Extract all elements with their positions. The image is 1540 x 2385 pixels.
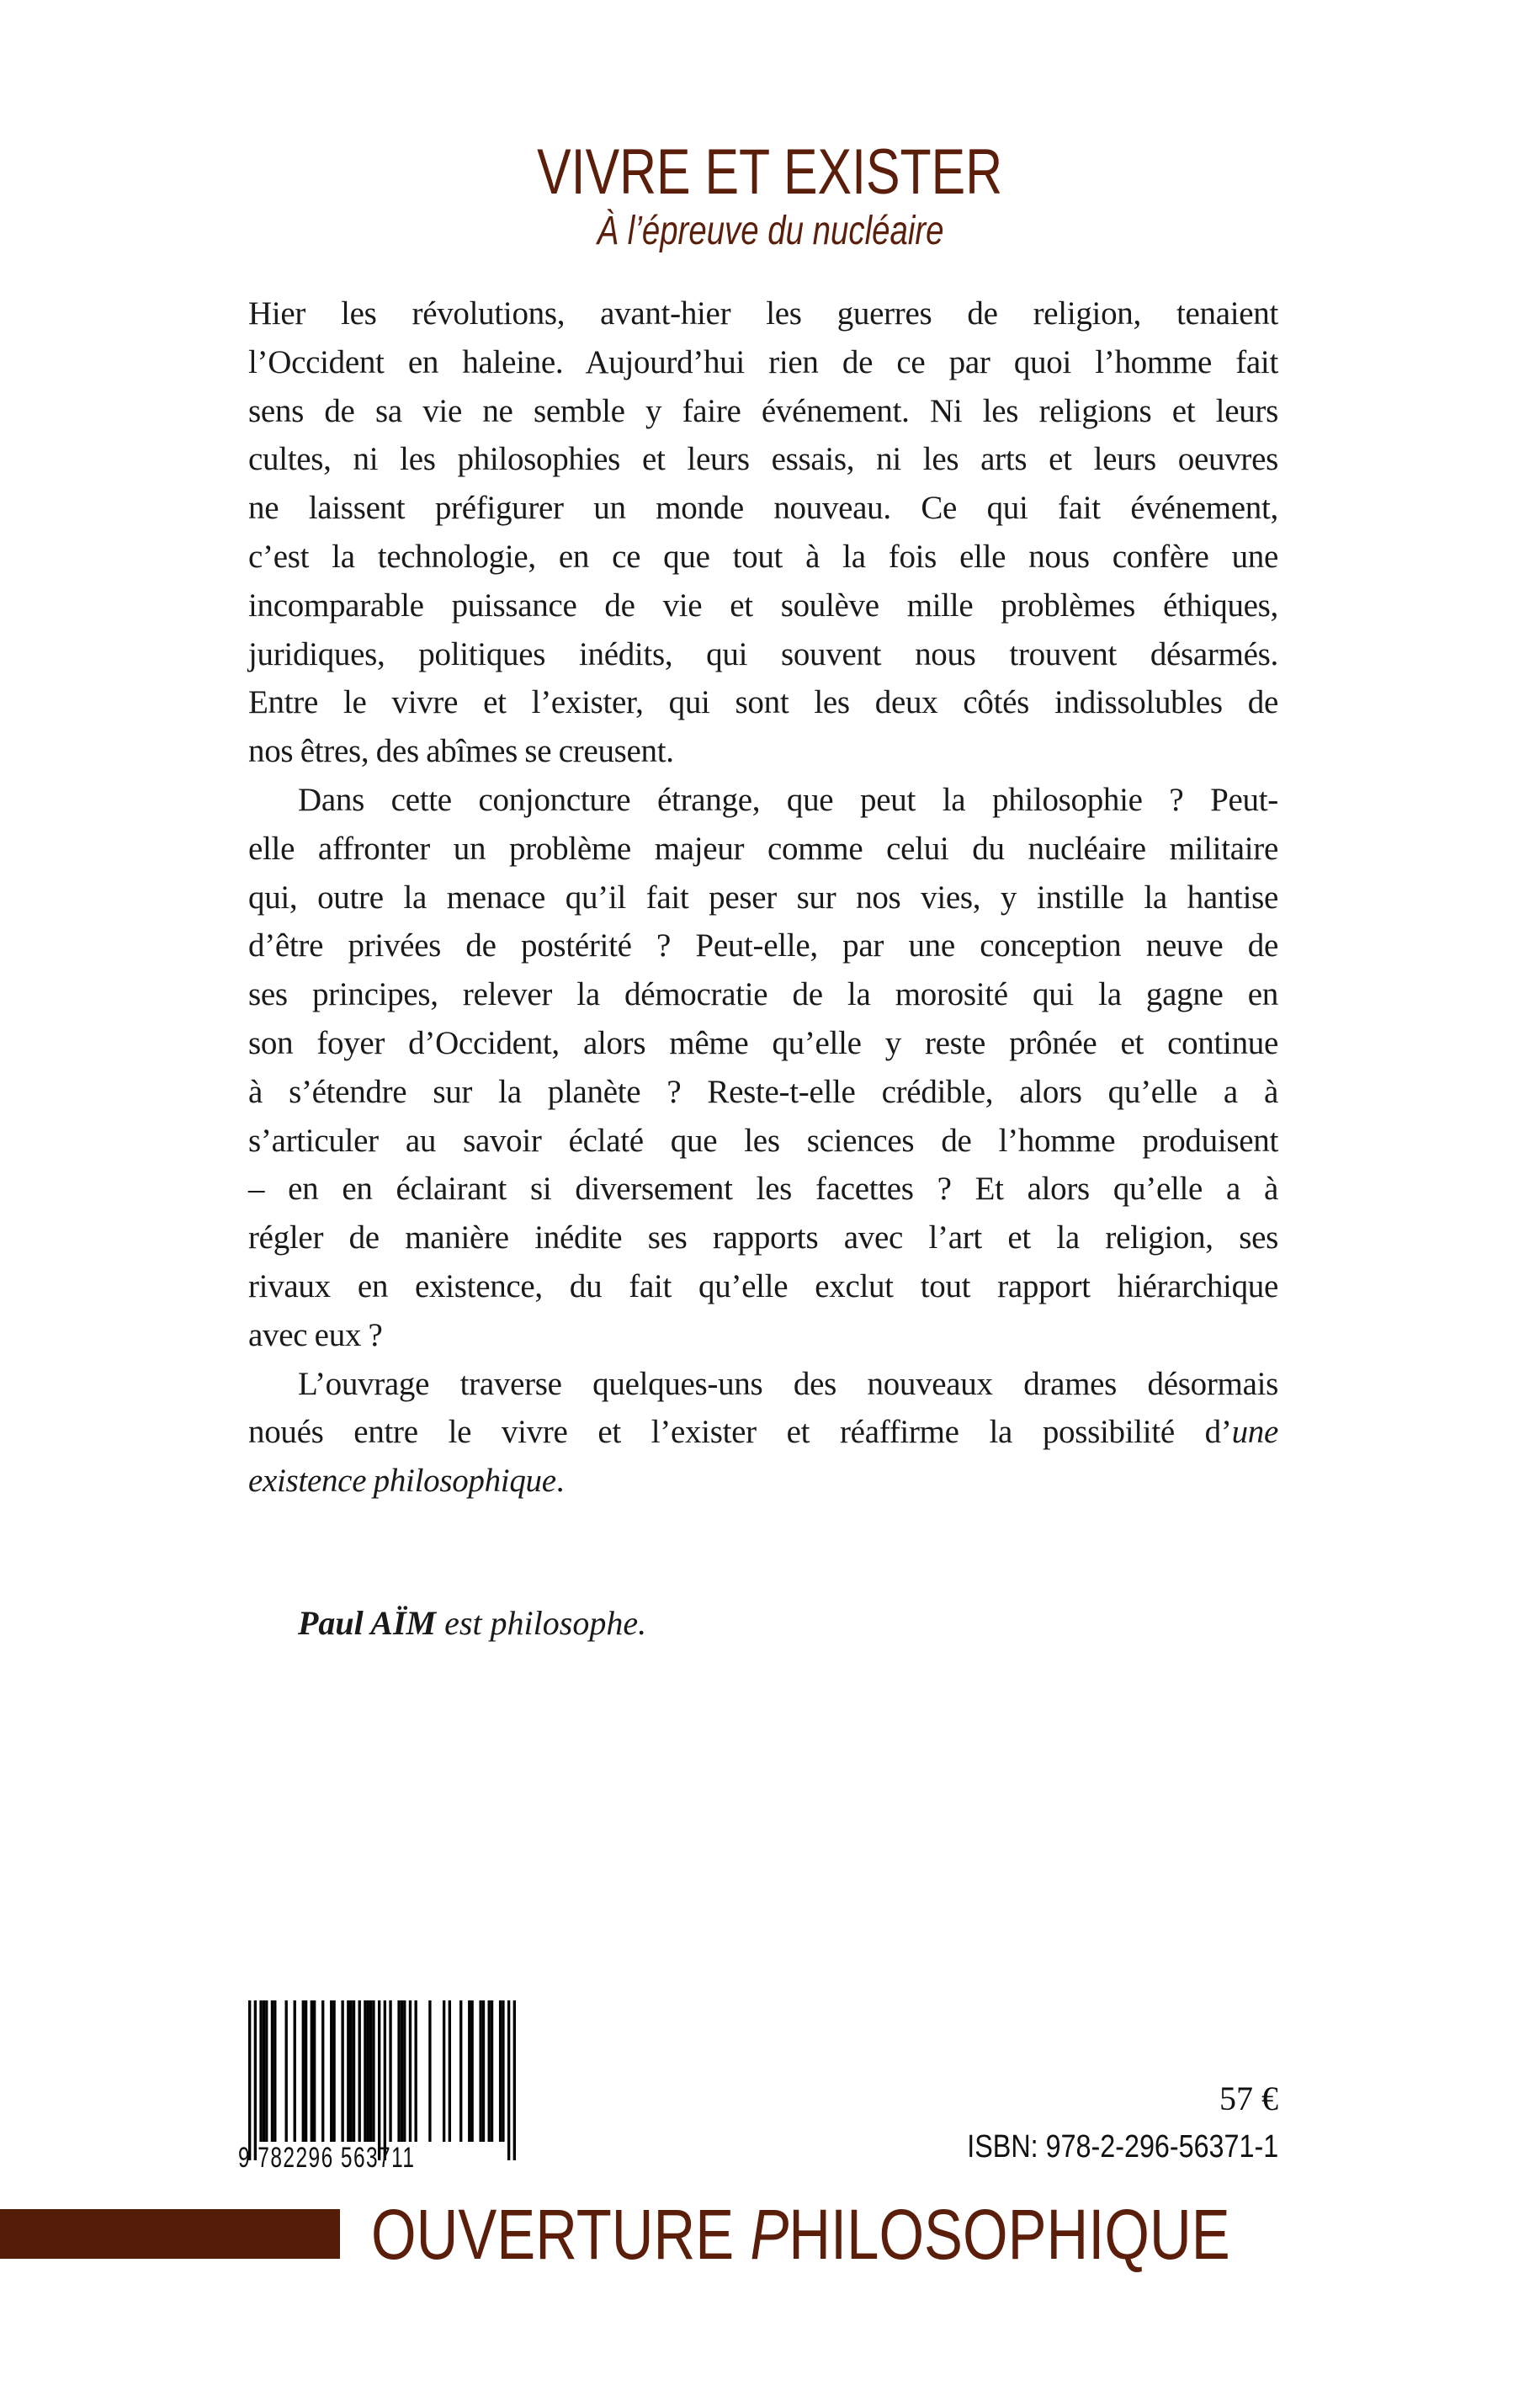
barcode-bar bbox=[491, 2000, 493, 2142]
collection-part: P bbox=[750, 2195, 789, 2274]
barcode-bar bbox=[414, 2000, 417, 2142]
book-title-text: VIVRE ET EXISTER bbox=[537, 136, 1003, 208]
blurb-line: ne laissent préfigurer un monde nouveau. Ce qui fait événement, bbox=[248, 490, 1278, 527]
barcode-bar bbox=[378, 2000, 380, 2160]
blurb-italic: une bbox=[1231, 1414, 1278, 1451]
collection-name bbox=[371, 2192, 1230, 2276]
blurb-line: qui, outre la menace qu’il fait peser sur nos vies, y instille la hantise bbox=[248, 879, 1278, 916]
barcode-bar bbox=[302, 2000, 305, 2142]
blurb-line: c’est la technologie, en ce que tout à la fois elle nous confère une bbox=[248, 538, 1278, 575]
barcode-bar bbox=[468, 2000, 470, 2142]
blurb-line: Entre le vivre et l’exister, qui sont les deux côtés indissolubles de bbox=[248, 684, 1278, 721]
barcode bbox=[238, 2000, 516, 2174]
barcode-bar bbox=[347, 2000, 349, 2142]
barcode-bar bbox=[397, 2000, 400, 2142]
barcode-bar bbox=[499, 2000, 502, 2142]
barcode-bars bbox=[248, 2000, 516, 2160]
blurb-line: nos êtres, des abîmes se creusent. bbox=[248, 733, 674, 770]
blurb-line: rivaux en existence, du fait qu’elle exclut tout rapport hiérarchique bbox=[248, 1267, 1278, 1304]
blurb-italic: existence philosophique bbox=[248, 1463, 556, 1500]
blurb-line: elle affronter un problème majeur comme celui du nucléaire militaire bbox=[248, 830, 1278, 867]
collection-part: HILOSOPHIQUE bbox=[789, 2195, 1230, 2274]
barcode-bar bbox=[294, 2000, 296, 2142]
blurb-line: d’être privées de postérité ? Peut-elle, par une conception neuve de bbox=[248, 927, 1278, 964]
barcode-bar bbox=[428, 2000, 431, 2142]
barcode-bar bbox=[502, 2000, 504, 2142]
barcode-bar bbox=[285, 2000, 288, 2142]
barcode-bar bbox=[384, 2000, 386, 2160]
blurb-text: . bbox=[555, 1463, 565, 1500]
blurb-line bbox=[248, 1457, 1278, 1506]
author-name: Paul AÏM bbox=[298, 1604, 437, 1642]
barcode-bar bbox=[358, 2000, 361, 2142]
blurb-line: régler de manière inédite ses rapports avec l’art et la religion, ses bbox=[248, 1219, 1278, 1256]
blurb-line: L’ouvrage traverse quelques-uns des nouveaux drames désormais bbox=[298, 1365, 1278, 1402]
barcode-bar bbox=[372, 2000, 374, 2142]
isbn: ISBN: 978-2-296-56371-1 bbox=[967, 2129, 1278, 2165]
barcode-bar bbox=[254, 2000, 257, 2160]
blurb-line: s’articuler au savoir éclaté que les sciences de l’homme produisent bbox=[248, 1122, 1278, 1159]
barcode-bar bbox=[459, 2000, 462, 2142]
collection-part: OUVERTURE bbox=[371, 2195, 751, 2274]
blurb-line: juridiques, politiques inédits, qui souvent nous trouvent désarmés. bbox=[248, 635, 1278, 672]
barcode-bar bbox=[259, 2000, 262, 2142]
blurb-line: son foyer d’Occident, alors même qu’elle y reste prônée et continue bbox=[248, 1024, 1278, 1061]
barcode-bar bbox=[367, 2000, 369, 2142]
book-title bbox=[0, 135, 1540, 210]
barcode-digits-left: 782296 bbox=[258, 2142, 334, 2174]
barcode-bar bbox=[403, 2000, 406, 2142]
blurb-line bbox=[248, 1408, 1278, 1457]
blurb-line: l’Occident en haleine. Aujourd’hui rien de ce par quoi l’homme fait bbox=[248, 343, 1278, 380]
book-subtitle bbox=[0, 206, 1540, 257]
blurb-line: cultes, ni les philosophies et leurs essais, ni les arts et leurs oeuvres bbox=[248, 441, 1278, 478]
barcode-bar bbox=[443, 2000, 445, 2142]
barcode-bar bbox=[401, 2000, 403, 2142]
barcode-bar bbox=[273, 2000, 276, 2142]
barcode-bar bbox=[369, 2000, 372, 2142]
barcode-bar bbox=[409, 2000, 412, 2142]
blurb-line: à s’étendre sur la planète ? Reste-t-elle crédible, alors qu’elle a à bbox=[248, 1073, 1278, 1110]
blurb-line: Dans cette conjoncture étrange, que peut la philosophie ? Peut- bbox=[298, 781, 1278, 818]
author-role: est philosophe. bbox=[436, 1604, 647, 1642]
barcode-digit-first: 9 bbox=[238, 2142, 252, 2174]
blurb-line: Hier les révolutions, avant-hier les guerres de religion, tenaient bbox=[248, 295, 1278, 332]
barcode-bar bbox=[488, 2000, 491, 2142]
author-note bbox=[298, 1603, 646, 1643]
barcode-bar bbox=[332, 2000, 335, 2142]
barcode-bar bbox=[305, 2000, 307, 2142]
blurb bbox=[248, 289, 1278, 1506]
barcode-bar bbox=[507, 2000, 510, 2160]
blurb-line: incomparable puissance de vie et soulève mille problèmes éthiques, bbox=[248, 587, 1278, 624]
barcode-bar bbox=[265, 2000, 268, 2142]
barcode-bar bbox=[449, 2000, 451, 2142]
barcode-bar bbox=[364, 2000, 366, 2142]
blurb-line: ses principes, relever la démocratie de la morosité qui la gagne en bbox=[248, 976, 1278, 1013]
barcode-bar bbox=[321, 2000, 324, 2142]
barcode-bar bbox=[513, 2000, 516, 2160]
barcode-bar bbox=[350, 2000, 353, 2142]
blurb-line: – en en éclairant si diversement les facettes ? Et alors qu’elle a à bbox=[248, 1171, 1278, 1208]
barcode-bar bbox=[271, 2000, 273, 2142]
blurb-line: sens de sa vie ne semble y faire événement. Ni les religions et leurs bbox=[248, 392, 1278, 429]
barcode-bar bbox=[311, 2000, 313, 2142]
blurb-line: avec eux ? bbox=[248, 1316, 383, 1353]
barcode-bar bbox=[313, 2000, 316, 2142]
price: 57 € bbox=[1219, 2080, 1278, 2117]
barcode-bar bbox=[341, 2000, 343, 2142]
barcode-digits bbox=[238, 2142, 415, 2175]
barcode-bar bbox=[263, 2000, 265, 2142]
barcode-bar bbox=[330, 2000, 332, 2142]
barcode-bar bbox=[248, 2000, 251, 2160]
collection-band bbox=[0, 2209, 340, 2259]
barcode-digits-right: 563711 bbox=[340, 2142, 416, 2174]
book-subtitle-text: À l’épreuve du nucléaire bbox=[597, 209, 943, 253]
barcode-bar bbox=[353, 2000, 355, 2142]
barcode-bar bbox=[482, 2000, 485, 2142]
barcode-bar bbox=[470, 2000, 473, 2142]
blurb-text: noués entre le vivre et l’exister et réaffirme la possibilité d’ bbox=[248, 1414, 1232, 1451]
barcode-bar bbox=[389, 2000, 391, 2142]
barcode-bar bbox=[479, 2000, 481, 2142]
